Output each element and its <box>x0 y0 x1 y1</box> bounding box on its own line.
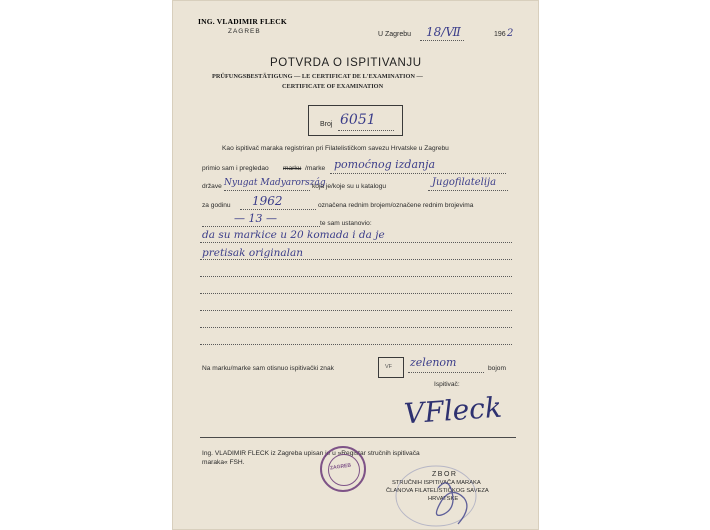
body-line-2-struck: marku <box>283 165 302 172</box>
place-prefix: U Zagrebu <box>378 31 412 38</box>
certificate-title: POTVRDA O ISPITIVANJU <box>270 57 422 69</box>
year-issue-handwritten: 1962 <box>252 194 283 208</box>
body-line-3-prefix: države <box>202 183 222 190</box>
org-line-2: STRUČNIH ISPITIVAČA MARAKA <box>392 480 481 486</box>
body-line-4-prefix: za godinu <box>202 202 231 209</box>
finding-line-2: pretisak originalan <box>202 247 304 259</box>
examiner-mark-box <box>378 357 404 378</box>
footer-register-text: Ing. VLADIMIR FLECK iz Zagreba upisan je u »Registar stručnih ispitivača <box>202 450 420 457</box>
ink-color-handwritten: zelenom <box>410 356 457 369</box>
country-handwritten: Nyugat Madyarország <box>224 178 326 188</box>
title-translations: PRÜFUNGSBESTÄTIGUNG — LE CERTIFICAT DE L'EXAMINATION — <box>212 73 423 80</box>
examiner-name: ING. VLADIMIR FLECK <box>198 17 287 26</box>
body-line-1: Kao ispitivač maraka registriran pri Filatelističkom savezu Hrvatske u Zagrebu <box>222 145 449 152</box>
year-printed: 196 <box>494 31 506 38</box>
catalogue-handwritten: Jugofilatelija <box>432 177 497 188</box>
body-line-2-suffix: /marke <box>305 165 326 172</box>
date-handwritten: 18/Ⅶ <box>426 25 461 39</box>
org-seal-signature <box>378 458 518 530</box>
examiner-city: ZAGREB <box>228 28 261 35</box>
body-line-5-suffix: te sam ustanovio: <box>320 220 372 227</box>
certificate-paper <box>172 0 539 530</box>
number-value: 6051 <box>340 112 376 128</box>
stamp-line-prefix: Na marku/marke sam otisnuo ispitivački znak <box>202 365 334 372</box>
body-line-4-suffix: označena rednim brojem/označene rednim brojevima <box>318 202 474 209</box>
number-label: Broj <box>320 121 333 128</box>
org-line-3: ČLANOVA FILATELISTIČKOG SAVEZA <box>386 488 489 494</box>
stamp-line-suffix: bojom <box>488 365 506 372</box>
examiner-mark: VF <box>385 364 393 370</box>
body-line-2-prefix: primio sam i pregledao <box>202 165 269 172</box>
year-handwritten: 2 <box>507 28 514 39</box>
seal-stamp <box>320 446 366 492</box>
org-line-4: HRVATSKE <box>428 496 459 502</box>
footer-register-text-2: maraka« FSH. <box>202 459 245 466</box>
examiner-signature: VFleck <box>402 390 503 431</box>
body-line-3-middle: koja je/koje su u katalogu <box>312 183 387 190</box>
finding-line-1: da su markice u 20 komada i da je <box>202 229 385 241</box>
title-english: CERTIFICATE OF EXAMINATION <box>282 83 384 90</box>
catalogue-number-handwritten: — 13 — <box>234 212 277 225</box>
seal-center-text: ZAGREB <box>329 462 352 472</box>
stamp-issue-handwritten: pomoćnog izdanja <box>334 158 436 171</box>
examiner-label: Ispitivač: <box>434 381 460 388</box>
org-title: ZBOR <box>432 471 458 478</box>
